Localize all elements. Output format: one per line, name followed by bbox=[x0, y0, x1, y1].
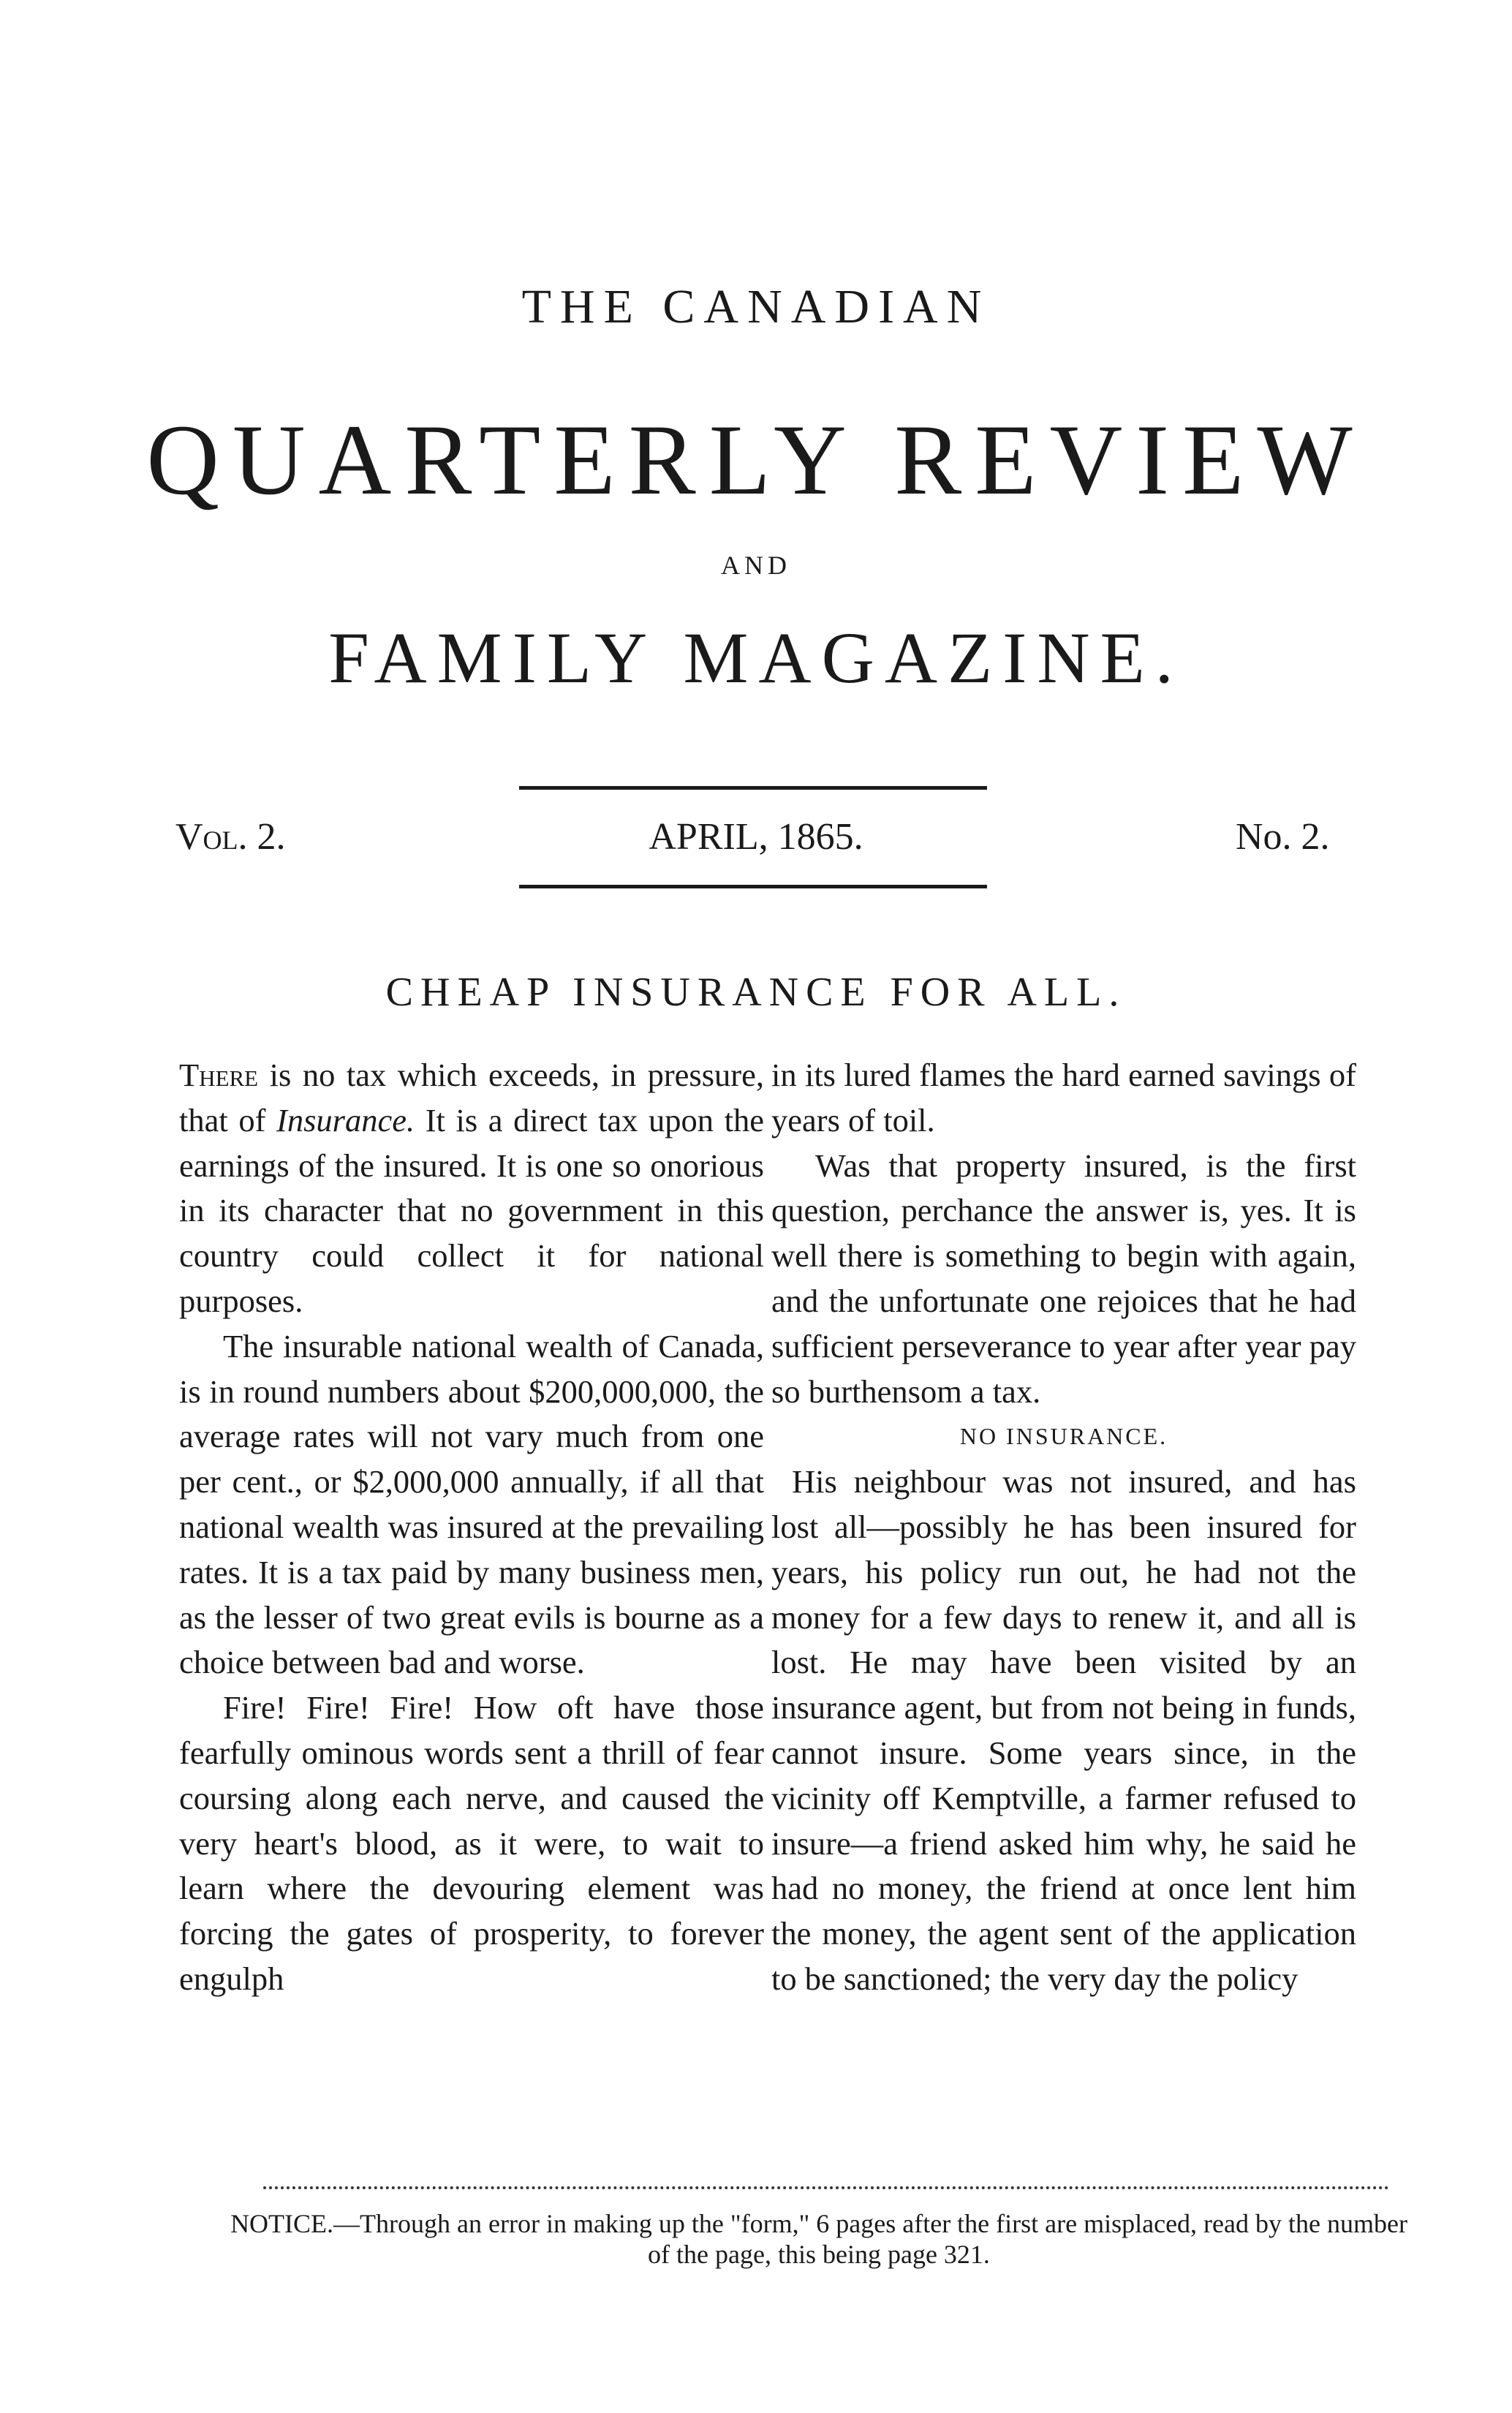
issue-date: APRIL, 1865. bbox=[649, 816, 863, 858]
issue-number: No. 2. bbox=[1236, 816, 1330, 858]
lead-word: There bbox=[179, 1057, 259, 1093]
masthead-line-1: THE CANADIAN bbox=[521, 280, 991, 333]
issue-rule-bottom bbox=[519, 885, 987, 888]
paragraph-text: is no tax which exceeds, in pressure, that of bbox=[179, 1057, 764, 1138]
masthead-conjunction: AND bbox=[721, 551, 791, 580]
paragraph: Fire! Fire! Fire! How oft have those fearfully ominous words sent a thrill of fear coursing along each nerve, and caused the very heart's blood, as it were, to wait to learn where the devouring element was forcing the gates of prosperity, to forever engulph bbox=[179, 1689, 764, 1997]
issue-rule-top bbox=[519, 786, 987, 790]
article-right-column bbox=[771, 1053, 1356, 2002]
issue-volume: Vol. 2. bbox=[175, 816, 286, 858]
paragraph: in its lured flames the hard earned savings of years of toil. bbox=[771, 1057, 1356, 1138]
paragraph: The insurable national wealth of Canada, is in round numbers about $200,000,000, the average rates will not vary much from one per cent., or $2,000,000 annually, if all that national wealth was insured at the prevailing rates. It is a tax paid by many business men, as the lesser of two great evils is bourne as a choice between bad and worse. bbox=[179, 1327, 764, 1681]
article-left-column bbox=[179, 1053, 764, 2002]
footer-notice: NOTICE.—Through an error in making up the "form," 6 pages after the first are misplaced, read by the number of the page, this being page 321. bbox=[230, 2209, 1407, 2269]
masthead-subtitle: FAMILY MAGAZINE. bbox=[328, 617, 1184, 698]
emphasis: Insurance. bbox=[276, 1101, 415, 1138]
footer-divider bbox=[263, 2186, 1389, 2189]
paragraph: His neighbour was not insured, and has lost all—possibly he has been insured for years, his policy run out, he had not the money for a few days to renew it, and all is lost. He may have been visited by an insurance agent, but from not being in funds, cannot insure. Some years since, in the vicinity off Kemptville, a farmer refused to insure—a friend asked him why, he said he had no money, the friend at once lent him the money, the agent sent of the application to be sanctioned; the very day the policy bbox=[771, 1463, 1356, 1997]
paragraph: Was that property insured, is the first question, perchance the answer is, yes. It is well there is something to begin with again, and the unfortunate one rejoices that he had sufficient perseverance to year after year pay so burthensom a tax. bbox=[771, 1147, 1356, 1410]
subheading: NO INSURANCE. bbox=[959, 1423, 1168, 1450]
article-title: CHEAP INSURANCE FOR ALL. bbox=[385, 970, 1127, 1015]
paragraph-text: It is a direct tax upon the earnings of the insured. It is one so onorious in its character that no government in this country could collect it for national purposes. bbox=[179, 1101, 764, 1319]
paragraph bbox=[179, 1053, 764, 1324]
masthead-title: QUARTERLY REVIEW bbox=[146, 404, 1366, 516]
